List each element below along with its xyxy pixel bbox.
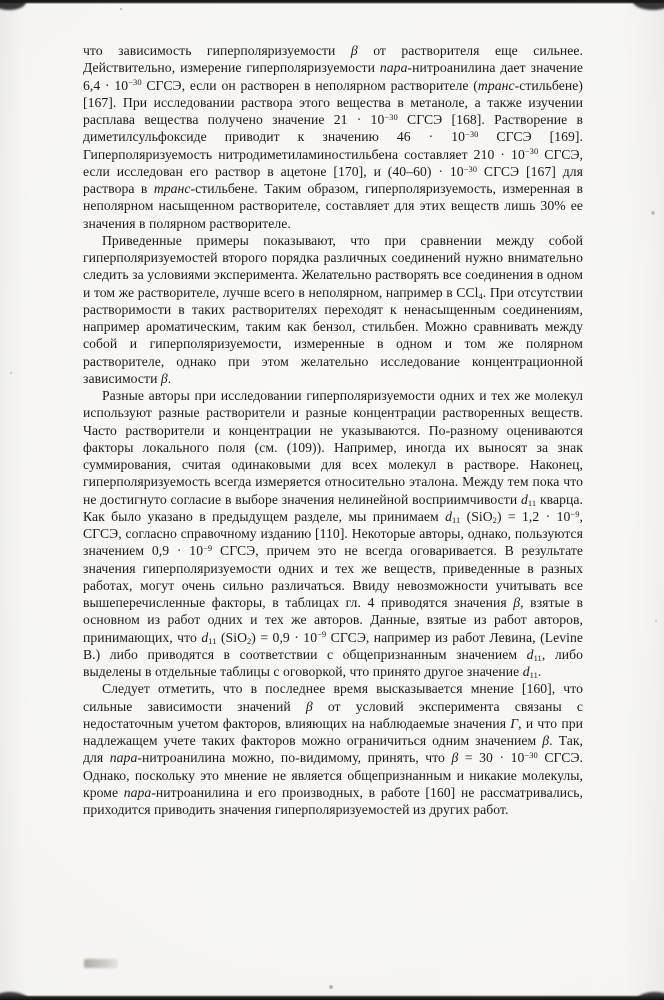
text-run: −9 bbox=[570, 508, 580, 519]
text-run: СГСЭ, например из работ Левина, (Levine B.) либо приводятся в соответствии с общепризнанным значением bbox=[83, 629, 584, 662]
paragraph bbox=[83, 680, 583, 818]
text-run: 4 bbox=[478, 290, 483, 301]
text-run: от растворителя еще сильнее. Действительно, измерение гиперполяризуемости bbox=[83, 43, 583, 76]
text-run: от условий эксперимента связаны с недостаточным учетом факторов, влияющих на наблюдаемые значения bbox=[83, 698, 583, 731]
scan-corner-top-left bbox=[0, 0, 26, 10]
text-run: β bbox=[160, 370, 168, 386]
text-run: (SiO bbox=[460, 508, 493, 524]
text-run: β bbox=[350, 43, 358, 58]
text-run: d bbox=[445, 508, 452, 524]
text-run: пара bbox=[109, 750, 138, 766]
text-run: -нитроанилина можно, по-видимому, принять, что bbox=[137, 750, 452, 766]
paragraph bbox=[83, 387, 583, 680]
text-run: −30 bbox=[524, 750, 538, 761]
text-run: СГСЭ, если исследован его раствор в ацетоне [170], и (40–60) · 10 bbox=[83, 146, 584, 179]
text-run: ) = 1,2 · 10 bbox=[496, 508, 571, 524]
paragraph bbox=[83, 42, 583, 232]
text-run: d bbox=[526, 646, 534, 662]
text-run: , и что при надлежащем учете таких факторов можно ограничиться одним значением bbox=[83, 715, 583, 748]
text-run: . bbox=[537, 664, 542, 679]
scan-noise bbox=[0, 0, 2, 2]
text-run: d bbox=[522, 664, 530, 679]
text-run: . bbox=[167, 370, 172, 386]
text-run: d bbox=[521, 491, 528, 507]
text-run: СГСЭ, причем это не всегда оговаривается. В результате значения гиперполяризуемости одних и тех же веществ, приведенные в разных работах, могут очень сильно различаться. Ввиду невозможности учитывать все вышеперечисленные факторы, в таблицах гл. 4 приводятся значения bbox=[83, 543, 583, 610]
text-run: ) = 0,9 · 10 bbox=[251, 629, 318, 645]
text-run: транс bbox=[153, 181, 191, 196]
text-run: Следует отметить, что в последнее время высказывается мнение [160], что сильные зависимости значений bbox=[83, 681, 583, 714]
text-run: −30 bbox=[128, 77, 142, 88]
text-run: β bbox=[451, 750, 459, 766]
text-run: −9 bbox=[317, 629, 327, 640]
text-run: (SiO bbox=[216, 629, 247, 645]
text-run: СГСЭ, если он растворен в неполярном растворителе ( bbox=[141, 77, 478, 93]
text-run: d bbox=[201, 629, 209, 645]
text-run: пара bbox=[379, 60, 408, 76]
text-run: пара bbox=[123, 784, 152, 800]
text-run: . При отсутствии растворимости в таких растворителях переходят к ненасыщенным соединениям, например ароматическим, таким как бензол, стильбен. Можно сравнивать между собой и гиперполяризуемости, измеренные в одном и том же полярном растворителе, однако при этом желательно исследование концентрационной зависимости bbox=[83, 284, 583, 386]
text-run: что зависимость гиперполяризуемости bbox=[83, 43, 351, 58]
text-run: β bbox=[542, 733, 550, 748]
text-run: β bbox=[305, 698, 313, 714]
text-run: СГСЭ [169]. Гиперполяризуемость нитродиметиламиностильбена составляет 210 · 10 bbox=[83, 129, 584, 162]
text-run: , взятые в основном из работ одних и тех же авторов. Данные, взятые из работ авторов, принимающих, что bbox=[83, 595, 583, 645]
text-run: 11 bbox=[527, 497, 537, 508]
text-run: СГСЭ. Однако, поскольку это мнение не является общепризнанным и никакие молекулы, кроме bbox=[83, 750, 584, 800]
print-signature-mark bbox=[84, 959, 118, 968]
text-run: СГСЭ [168]. Растворение в диметилсульфоксиде приводит к значению 46 · 10 bbox=[83, 112, 583, 145]
text-run: −9 bbox=[203, 543, 213, 554]
text-run: 11 bbox=[451, 514, 461, 525]
text-run: СГСЭ [167] для раствора в bbox=[83, 163, 584, 196]
scan-edge-top bbox=[0, 0, 664, 4]
scan-corner-top-right bbox=[633, 0, 664, 10]
text-run: -нитроанилина дает значение 6,4 · 10 bbox=[83, 60, 583, 93]
text-run: 2 bbox=[492, 514, 497, 525]
text-run: 11 bbox=[208, 635, 217, 646]
text-run: 11 bbox=[533, 652, 542, 663]
text-run: 11 bbox=[529, 670, 538, 681]
text-run: −30 bbox=[465, 129, 479, 140]
text-run: Разные авторы при исследовании гиперполяризуемости одних и тех же молекул используют разные растворители и разные концентрации растворенных веществ. Часто растворители и концентрации не указываются. По-разному оцениваются факторы локального поля (см. (109)). Например, иногда их выносят за знак суммирования, считая одинаковыми для всех молекул в растворе. Наконец, гиперполяризуемость всегда измеряется относительно эталона. Между тем пока что не достигнуто согласие в выборе значения нелинейной восприимчивости bbox=[83, 388, 583, 507]
text-run: −30 bbox=[384, 111, 398, 122]
paragraph bbox=[83, 232, 583, 387]
text-run: 2 bbox=[247, 635, 252, 646]
text-run: , СГСЭ, согласно справочному изданию [110]. Некоторые авторы, однако, пользуются значением 0,9 · 10 bbox=[83, 508, 584, 559]
scan-edge-bottom bbox=[0, 995, 664, 1000]
text-run: , либо выделены в отдельные таблицы с оговоркой, что принято другое значение bbox=[83, 646, 584, 679]
text-run: транс bbox=[477, 77, 515, 93]
text-run: кварца. Как было указано в предыдущем разделе, мы принимаем bbox=[83, 491, 584, 524]
text-block bbox=[83, 42, 583, 818]
text-run: = 30 · 10 bbox=[458, 750, 525, 766]
text-run: -стильбене) [167]. При исследовании раствора этого вещества в метаноле, а также изучении расплава вещества получено значение 21 · 10 bbox=[83, 77, 583, 127]
text-run: −30 bbox=[524, 146, 539, 157]
text-run: β bbox=[513, 595, 521, 610]
text-run: −30 bbox=[463, 163, 478, 174]
text-run: Γ bbox=[510, 715, 519, 731]
text-run: Приведенные примеры показывают, что при сравнении между собой гиперполяризуемостей второго порядка различных соединений нужно внимательно следить за условиями эксперимента. Желательно растворять все соединения в одном и том же растворителе, лучше всего в неполярном, например в CCl bbox=[83, 232, 583, 300]
text-run: -нитроанилина и его производных, в работе [160] не рассматривались, приходится приводить значения гиперполяризуемостей из других работ. bbox=[83, 784, 583, 817]
text-run: -стильбене. Таким образом, гиперполяризуемость, измеренная в неполярном насыщенном растворителе, составляет для этих веществ лишь 30% ее значения в полярном растворителе. bbox=[83, 181, 583, 231]
text-run: . Так, для bbox=[83, 733, 583, 766]
